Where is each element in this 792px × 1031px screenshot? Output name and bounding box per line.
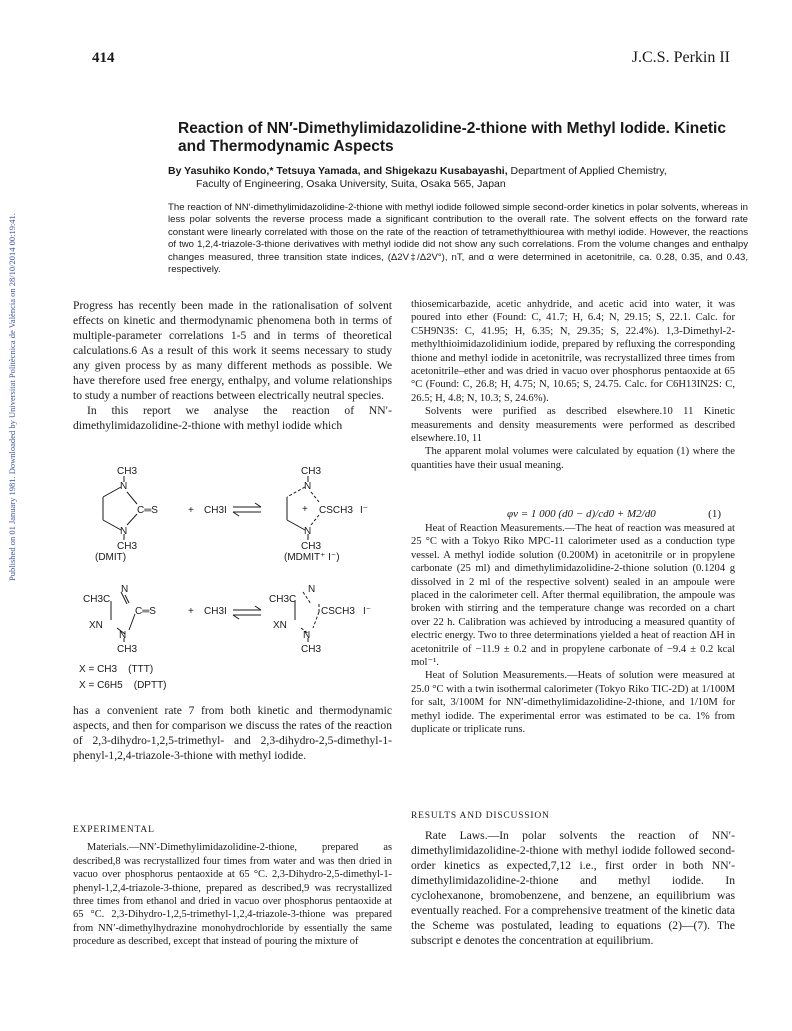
scheme-n-ring-left: N [121, 584, 129, 595]
scheme-n-lower-right: N [303, 630, 311, 641]
affiliation-institution: Faculty of Engineering, Osaka University, Suita, Osaka 565, Japan [196, 178, 506, 190]
intro-paragraph-2: In this report we analyse the reaction of NN′-dimethylimidazolidine-2-thione with methyl iodide which [73, 404, 392, 432]
reaction-scheme [73, 462, 392, 702]
scheme-ch3-bottom-left: CH3 [117, 541, 138, 552]
affiliation-department: Department of Applied Chemistry, [510, 165, 667, 177]
equation-text: φv = 1 000 (d0 − d)/cd0 + M2/d0 [507, 508, 656, 520]
equation-number: (1) [708, 508, 721, 520]
analysis-paragraph: thiosemicarbazide, acetic anhydride, and acetic acid into water, it was poured into ether (Found: C, 41.7; H, 6.4; N, 29.15; S, 22.1. Calc. for C5H9N3S: C, 41.95; H, 6.35; N, 29.35; S, 22.4%). 1,3-Dimethyl-2-methylthioimidazolidinium iodide, prepared by refluxing the corresponding thione and methyl iodide in acetonitrile, was recrystallized three times from acetonitrile–ether and was dried in vacuo over phosphorus pentaoxide at 65 °C (Found: C, 26.8; H, 4.75; N, 10.65; S, 24.75. Calc. for C6H13IN2S: C, 26.5; H, 4.8; N, 10.3; S, 24.6%). [411, 299, 735, 404]
scheme-ch3-row2-right: CH3 [301, 644, 322, 655]
results-heading: RESULTS AND DISCUSSION [411, 811, 550, 821]
scheme-plus-1: + [188, 505, 194, 516]
experimental-heading: EXPERIMENTAL [73, 825, 155, 835]
molal-volume-paragraph: The apparent molal volumes were calculated by equation (1) where the quantities have their usual meaning. [411, 446, 735, 471]
right-column-top [411, 298, 735, 472]
scheme-csch3-2: CSCH3 [321, 606, 355, 617]
scheme-ch3i-1: CH3I [204, 505, 227, 516]
scheme-ch3c-left: CH3C [83, 594, 111, 605]
author-names: By Yasuhiko Kondo,* Tetsuya Yamada, and Shigekazu Kusabayashi, [168, 165, 508, 177]
experimental-section [73, 824, 392, 949]
publication-note[interactable]: Published on 01 January 1981. Downloaded by Universitat Politècnica de València on 28/10/2014 00:19:41. [7, 213, 17, 581]
heat-of-reaction-paragraph: Heat of Reaction Measurements.—The heat of reaction was measured at 25 °C with a Tokyo Riko MPC-11 calorimeter used as a conduction type vessel. A methyl iodide solution (0.200M) in acetonitrile or in propylene carbonate (25 ml) and dimethylimidazolidine-2-thione solution (0.1204 g dissolved in 2 ml of the respective solvent) sealed in an ampoule were placed in the calorimeter cell. After thermal equilibration, the ampoule was broken with stirring and the temperature change was recorded on a chart over 22 h. Calibration was achieved by introducing a measured quantity of electric energy. Two to three determinations yielded a heat of reaction ΔH in acetonitrile of −11.9 ± 0.2 and in propylene carbonate of −9.4 ± 0.2 kcal mol⁻¹. [411, 523, 735, 669]
solvents-paragraph: Solvents were purified as described elsewhere.10 11 Kinetic measurements and density measurements were performed as described elsewhere.10, 11 [411, 406, 735, 445]
author-block [168, 165, 748, 191]
scheme-csch3-1: CSCH3 [319, 505, 353, 516]
scheme-plus-charge-1: + [302, 504, 308, 515]
scheme-label-dmit: (DMIT) [95, 552, 127, 563]
scheme-n-bottom-right: N [304, 526, 312, 537]
right-column-mid [411, 522, 735, 737]
intro-continued [73, 703, 392, 763]
scheme-xn-left: XN [89, 620, 103, 631]
scheme-n-top-right: N [304, 481, 312, 492]
article-title: Reaction of NN′-Dimethylimidazolidine-2-thione with Methyl Iodide. Kinetic and Thermodynamic Aspects [178, 120, 726, 155]
materials-paragraph: Materials.—NN′-Dimethylimidazolidine-2-thione, prepared as described,8 was recrystallized four times from water and was then dried in vacuo over phosphorus pentaoxide at 65 °C. 2,3-Dihydro-2,5-dimethyl-1-phenyl-1,2,4-triazole-3-thione, prepared as described,9 was recrystallized three times from ethanol and dried in vacuo over phosphorus pentaoxide at 65 °C. 2,3-Dihydro-1,2,5-trimethyl-1,2,4-triazole-3-thione was prepared from NN′-dimethylhydrazine monohydrochloride by essentially the same procedure as described, except that instead of pouring the mixture of [73, 842, 392, 948]
reaction-scheme-drawing [73, 462, 392, 702]
scheme-ch3-top-right: CH3 [301, 466, 322, 477]
scheme-n-top-left: N [120, 481, 128, 492]
scheme-plus-2: + [188, 606, 194, 617]
scheme-ch3-row2-left: CH3 [117, 644, 138, 655]
intro-paragraph-3: has a convenient rate 7 from both kinetic and thermodynamic aspects, and then for comparison we discuss the rates of the reaction of 2,3-dihydro-1,2,5-trimethyl- and 2,3-dihydro-2,5-dimethyl-1-phenyl-1,2,4-triazole-3-thione with methyl iodide. [73, 704, 392, 762]
scheme-legend-ttt: X = CH3 (TTT) [79, 664, 154, 675]
scheme-cs-left: C═S [137, 505, 158, 516]
scheme-iodide-1: I⁻ [360, 505, 369, 516]
page-number: 414 [92, 50, 115, 66]
introduction [73, 298, 392, 433]
intro-paragraph-1: Progress has recently been made in the rationalisation of solvent effects on kinetic and thermodynamic phenomena both in terms of multiple-parameter correlations 1-5 and in terms of theoretical calculations.6 As a result of this work it seems necessary to study any given process by as many different methods as possible. We have therefore used free energy, enthalpy, and volume relationships to study a number of reactions between electrically neutral species. [73, 299, 392, 402]
scheme-xn-right: XN [273, 620, 287, 631]
rate-laws-paragraph: Rate Laws.—In polar solvents the reaction of NN′-dimethylimidazolidine-2-thione with methyl iodide followed second-order kinetics as expected,7,12 i.e., first order in both NN′-dimethylimidazolidine-2-thione and methyl iodide. In cyclohexanone, bromobenzene, and benzene, an equilibrium was eventually reached. For a comprehensive treatment of the kinetic data the Scheme was postulated, leading to equations (2)—(7). The subscript e denotes the concentration at equilibrium. [411, 829, 735, 947]
scheme-ch3-top-left: CH3 [117, 466, 138, 477]
journal-name: J.C.S. Perkin II [631, 49, 730, 66]
scheme-cs-row2: C═S [135, 606, 156, 617]
scheme-label-mdmit: (MDMIT⁺ I⁻) [284, 552, 340, 563]
scheme-n-bottom-left: N [120, 526, 128, 537]
scheme-ch3-bottom-right: CH3 [301, 541, 322, 552]
scheme-ch3i-2: CH3I [204, 606, 227, 617]
scheme-legend-dptt: X = C6H5 (DPTT) [79, 680, 167, 691]
abstract: The reaction of NN′-dimethylimidazolidine-2-thione with methyl iodide followed simple second-order kinetics in polar solvents, whereas in less polar solvents the reverse process made a significant contribution to the overall rate. The solvent effects on the forward rate constant were linearly correlated with those on the rate of the reaction of tetramethylthiourea with methyl iodide. However, the reactions of two 1,2,4-triazole-3-thione derivatives with methyl iodide did not show any such correlations. From the volume changes and enthalpy changes measured, three transition state indices, (Δ2V‡/Δ2V°), nT, and α were determined in acetonitrile, ca. 0.28, 0.35, and 0.43, respectively. [168, 202, 748, 276]
results-section [411, 809, 735, 948]
scheme-n-lower-left: N [119, 630, 127, 641]
scheme-n-ring-right: N [308, 584, 316, 595]
heat-of-solution-paragraph: Heat of Solution Measurements.—Heats of solution were measured at 25.0 °C with a twin isothermal calorimeter (Tokyo Riko TIC-2D) at 1/100M for salt, 3/100M for NN′-dimethylimidazolidine-2-thione, and 1/10M for methyl iodide. The experimental error was estimated to be ca. 1% from duplicate or triplicate runs. [411, 670, 735, 736]
scheme-iodide-2: I⁻ [363, 606, 372, 617]
scheme-ch3c-right: CH3C [269, 594, 297, 605]
